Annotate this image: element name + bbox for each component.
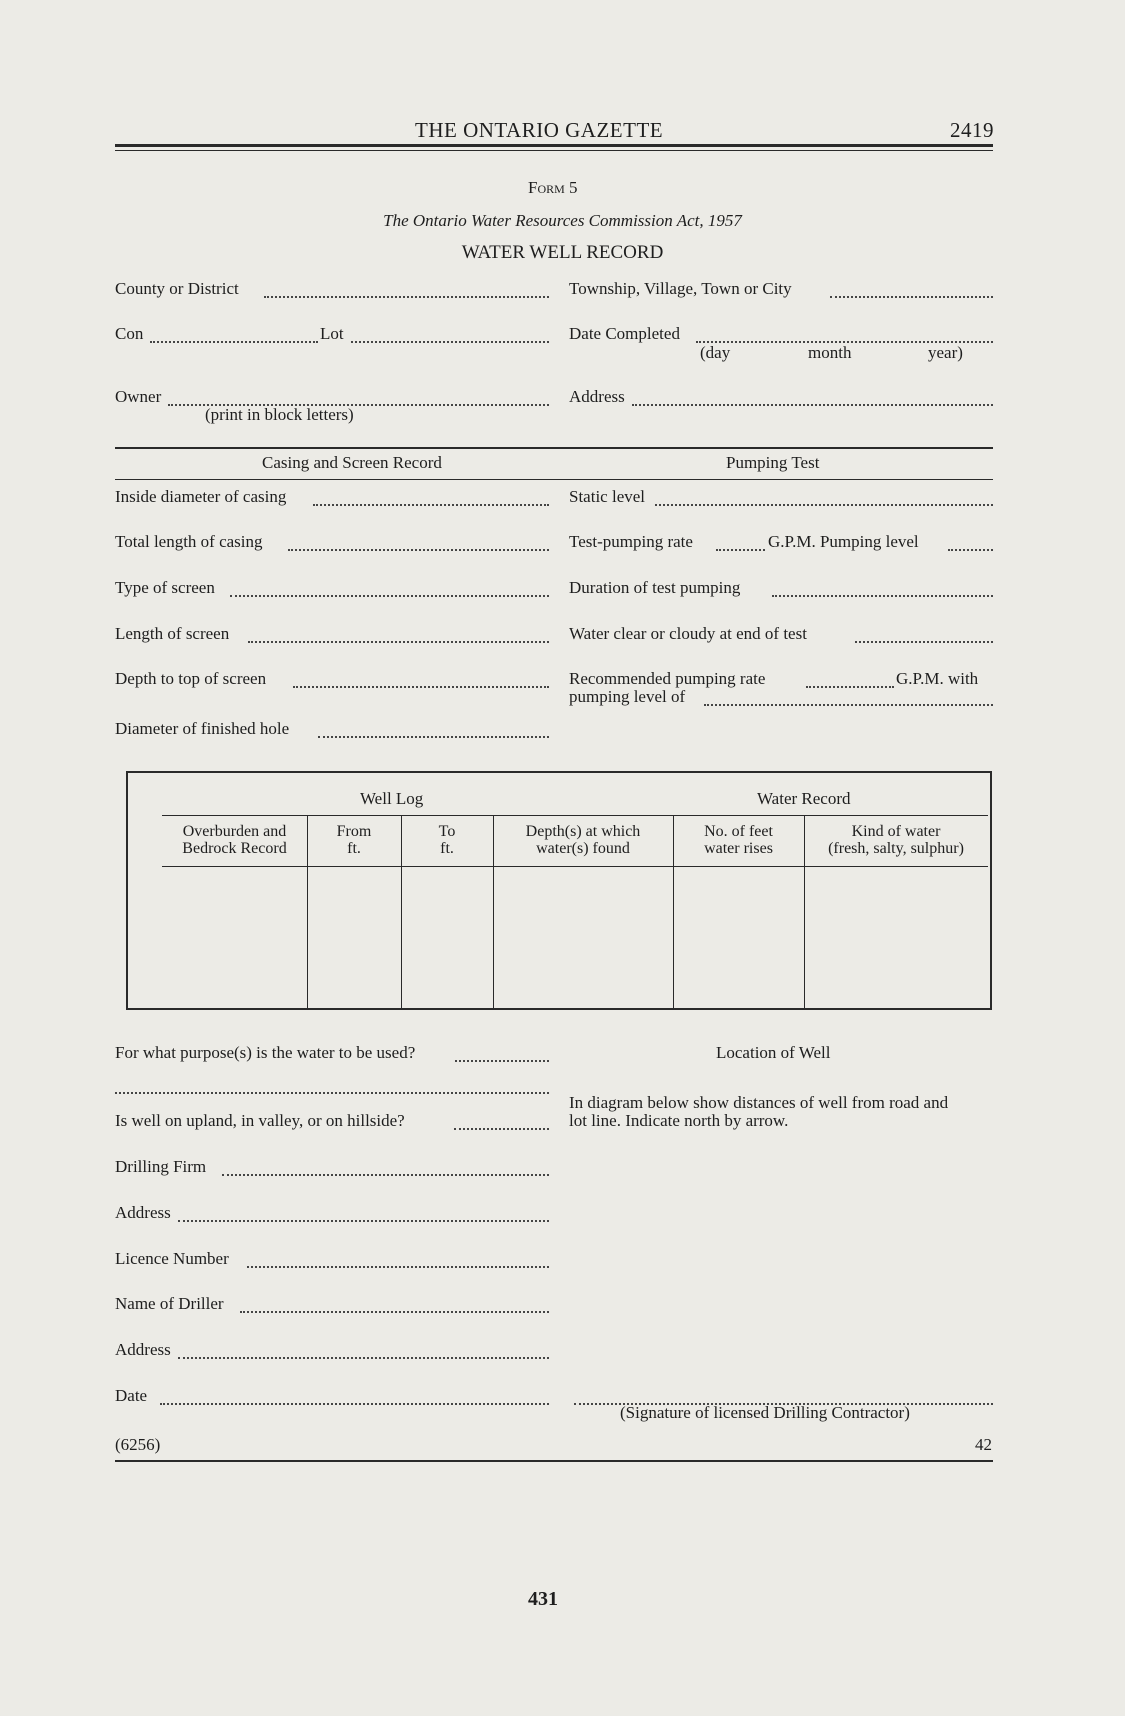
form-label: Form 5: [528, 178, 578, 197]
date-input[interactable]: [160, 1403, 549, 1405]
driller-label: Name of Driller: [115, 1294, 224, 1313]
col-header-to: To ft.: [438, 823, 456, 857]
depth-screen-input[interactable]: [293, 686, 549, 688]
township-input[interactable]: [830, 296, 993, 298]
county-label: County or District: [115, 279, 239, 298]
footer-number: 42: [975, 1435, 992, 1454]
section-rule-top: [115, 447, 993, 449]
inside-diameter-input[interactable]: [313, 504, 549, 506]
form-title: WATER WELL RECORD: [461, 242, 664, 263]
water-clear-label: Water clear or cloudy at end of test: [569, 624, 807, 643]
static-level-label: Static level: [569, 487, 646, 506]
date-day-label: (day: [700, 343, 731, 362]
owner-note: (print in block letters): [205, 405, 354, 424]
driller-address-label: Address: [115, 1340, 171, 1359]
pumping-level-of-input[interactable]: [704, 704, 993, 706]
firm-address-label: Address: [115, 1203, 171, 1222]
header-rule-top: [115, 144, 993, 147]
date-year-label: year): [928, 343, 963, 362]
col-header-depth: Depth(s) at which water(s) found: [525, 823, 641, 857]
purpose-input-line2[interactable]: [115, 1092, 549, 1094]
type-screen-input[interactable]: [230, 595, 549, 597]
well-log-heading: Well Log: [360, 789, 424, 808]
date-completed-label: Date Completed: [569, 324, 680, 343]
section-rule-bottom: [115, 479, 993, 480]
well-log-table: [126, 771, 992, 1010]
depth-screen-label: Depth to top of screen: [115, 669, 267, 688]
diameter-hole-input[interactable]: [318, 736, 549, 738]
lot-input[interactable]: [351, 341, 549, 343]
purpose-label: For what purpose(s) is the water to be used?: [115, 1043, 416, 1062]
address-label: Address: [569, 387, 625, 406]
pumping-level-input[interactable]: [948, 549, 993, 551]
diameter-hole-label: Diameter of finished hole: [115, 719, 290, 738]
lot-label: Lot: [320, 324, 344, 343]
date-label: Date: [115, 1386, 148, 1405]
upland-input[interactable]: [454, 1128, 549, 1130]
inside-diameter-label: Inside diameter of casing: [115, 487, 287, 506]
location-note-1: In diagram below show distances of well from road and: [569, 1093, 949, 1112]
location-note-2: lot line. Indicate north by arrow.: [569, 1111, 789, 1130]
duration-input[interactable]: [772, 595, 993, 597]
driller-input[interactable]: [240, 1311, 549, 1313]
address-input[interactable]: [632, 404, 993, 406]
drilling-firm-label: Drilling Firm: [115, 1157, 207, 1176]
length-screen-input[interactable]: [248, 641, 549, 643]
footer-rule: [115, 1460, 993, 1462]
driller-address-input[interactable]: [178, 1357, 549, 1359]
township-label: Township, Village, Town or City: [569, 279, 792, 298]
licence-label: Licence Number: [115, 1249, 229, 1268]
table-column-rule: [162, 866, 988, 867]
con-input[interactable]: [150, 341, 318, 343]
location-heading: Location of Well: [716, 1043, 831, 1062]
county-input[interactable]: [264, 296, 549, 298]
con-label: Con: [115, 324, 144, 343]
owner-label: Owner: [115, 387, 162, 406]
water-record-heading: Water Record: [757, 789, 851, 808]
page-number: 2419: [950, 118, 994, 142]
length-screen-label: Length of screen: [115, 624, 230, 643]
col-header-feet-rises: No. of feet water rises: [704, 823, 773, 857]
duration-label: Duration of test pumping: [569, 578, 741, 597]
gpm-pumping-level-label: G.P.M. Pumping level: [768, 532, 919, 551]
casing-heading: Casing and Screen Record: [262, 453, 442, 472]
total-length-label: Total length of casing: [115, 532, 263, 551]
total-length-input[interactable]: [288, 549, 549, 551]
act-title: The Ontario Water Resources Commission Act, 1957: [383, 211, 742, 230]
page-footer-number: 431: [528, 1588, 558, 1610]
static-level-input[interactable]: [655, 504, 993, 506]
licence-input[interactable]: [247, 1266, 549, 1268]
table-header-rule: [162, 815, 988, 816]
signature-label: (Signature of licensed Drilling Contractor): [620, 1403, 910, 1422]
header-rule-bottom: [115, 150, 993, 151]
recommended-rate-label: Recommended pumping rate: [569, 669, 766, 688]
upland-label: Is well on upland, in valley, or on hillside?: [115, 1111, 405, 1130]
col-header-kind-water: Kind of water (fresh, salty, sulphur): [828, 823, 964, 857]
test-rate-input[interactable]: [716, 549, 765, 551]
type-screen-label: Type of screen: [115, 578, 215, 597]
footer-code: (6256): [115, 1435, 161, 1454]
gpm-with-label: G.P.M. with: [896, 669, 979, 688]
col-header-overburden: Overburden and Bedrock Record: [182, 823, 287, 857]
date-month-label: month: [808, 343, 852, 362]
pumping-level-of-label: pumping level of: [569, 687, 686, 706]
col-header-from: From ft.: [336, 823, 372, 857]
test-rate-label: Test-pumping rate: [569, 532, 693, 551]
water-clear-input[interactable]: [855, 641, 993, 643]
recommended-rate-input[interactable]: [806, 686, 894, 688]
gazette-title: THE ONTARIO GAZETTE: [415, 118, 664, 142]
drilling-firm-input[interactable]: [222, 1174, 549, 1176]
pumping-heading: Pumping Test: [726, 453, 820, 472]
firm-address-input[interactable]: [178, 1220, 549, 1222]
purpose-input[interactable]: [455, 1060, 549, 1062]
